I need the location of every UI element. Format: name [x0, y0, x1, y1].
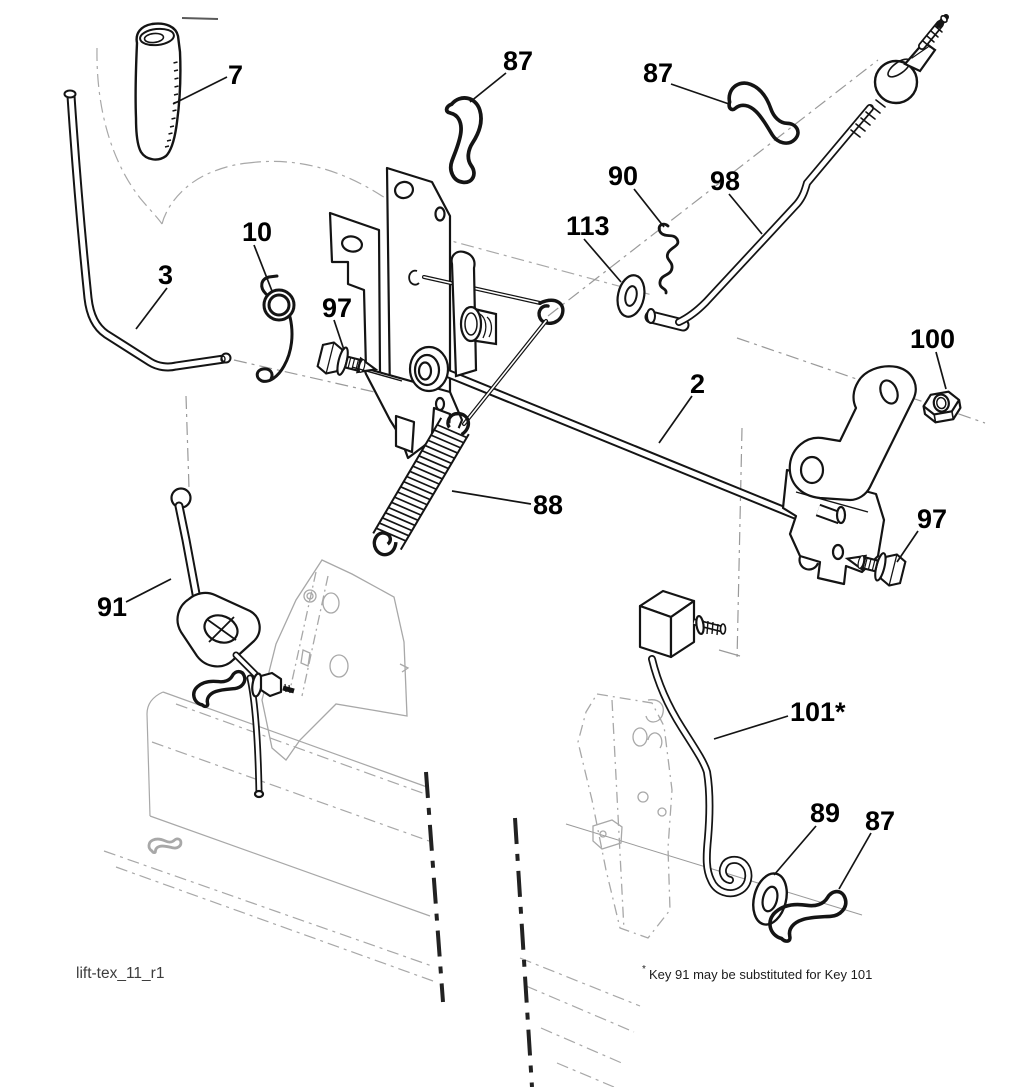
leader-88: [452, 491, 531, 504]
bracket-side-hole: [436, 208, 445, 221]
leader-98: [729, 194, 762, 234]
axis-101-vertical: [737, 428, 742, 660]
part-hairpin-clip-87-top-center: [437, 95, 494, 185]
leader-113: [584, 239, 621, 282]
leader-2: [659, 396, 692, 443]
callout-91-label: 91: [97, 592, 128, 622]
callout-97-right-label: 97: [917, 504, 948, 534]
callout-97-left-label: 97: [322, 293, 353, 323]
leader-101: [714, 716, 788, 739]
footnote-text: Key 91 may be substituted for Key 101: [649, 967, 873, 982]
leader-100: [936, 352, 946, 389]
part-torsion-spring-10: [257, 276, 294, 381]
lever-nut: [261, 673, 281, 696]
lever-slot-ghost-right: [162, 163, 248, 224]
foot-tab-a: [396, 416, 414, 452]
callout-90-label: 90: [608, 161, 639, 191]
screw-washer: [695, 616, 704, 635]
callout-87-top-right-label: 87: [643, 58, 674, 88]
drawing-code-caption: lift-tex_11_r1: [76, 965, 165, 982]
hub-hole: [801, 457, 823, 483]
part-lift-shaft-2: [444, 372, 800, 517]
callout-100-label: 100: [910, 324, 956, 354]
top-edge-mark: [182, 18, 218, 19]
leader-87-top-right: [671, 84, 729, 104]
pivot-pin-end: [837, 507, 845, 523]
part-hairpin-clip-91-area: [190, 660, 249, 714]
callout-113-label: 113: [566, 211, 610, 241]
leader-90: [634, 189, 664, 227]
footnote-asterisk: *: [642, 964, 646, 975]
ghost-bracket-left: [262, 560, 408, 760]
axis-lever91-vertical: [186, 396, 189, 488]
leader-91: [126, 579, 171, 602]
callout-87-bottom-label: 87: [865, 806, 896, 836]
callout-7-label: 7: [228, 60, 244, 90]
axis-washer89: [566, 824, 862, 915]
part-lift-lever-arm-right: [783, 366, 916, 584]
callout-2-label: 2: [690, 369, 706, 399]
leader-97-right: [897, 531, 918, 562]
frame-break-lines: [426, 772, 532, 1087]
leader-87-bottom: [839, 833, 871, 889]
leader-89: [774, 826, 816, 875]
ghost-clip-icon: [147, 831, 182, 856]
callout-87-top-center-label: 87: [503, 46, 534, 76]
callout-101-label: 101*: [790, 697, 846, 727]
leader-3: [136, 288, 167, 329]
part-retainer-clip-90: [659, 224, 678, 293]
axis-101-screw: [719, 650, 740, 656]
callout-3-label: 3: [158, 260, 174, 290]
leader-87-top-center: [470, 73, 506, 102]
ghost-frame-left: [104, 692, 433, 981]
part-handle-grip-7: [136, 24, 181, 160]
part-link-rod-98: [647, 15, 948, 325]
ghost-bracket-right: [578, 694, 672, 938]
part-hairpin-clip-87-top-right: [720, 78, 808, 148]
ghost-spacer-block: [593, 820, 622, 849]
callout-88-label: 88: [533, 490, 564, 520]
pivot-boss-bore: [419, 363, 431, 380]
part-lift-link-101: [640, 591, 748, 893]
ghost-frame-center: [520, 958, 640, 1087]
callout-89-label: 89: [810, 798, 841, 828]
callout-10-label: 10: [242, 217, 273, 247]
callout-98-label: 98: [710, 166, 741, 196]
latch-plate-hole: [833, 545, 843, 559]
part-hex-nut-100: [922, 390, 962, 424]
